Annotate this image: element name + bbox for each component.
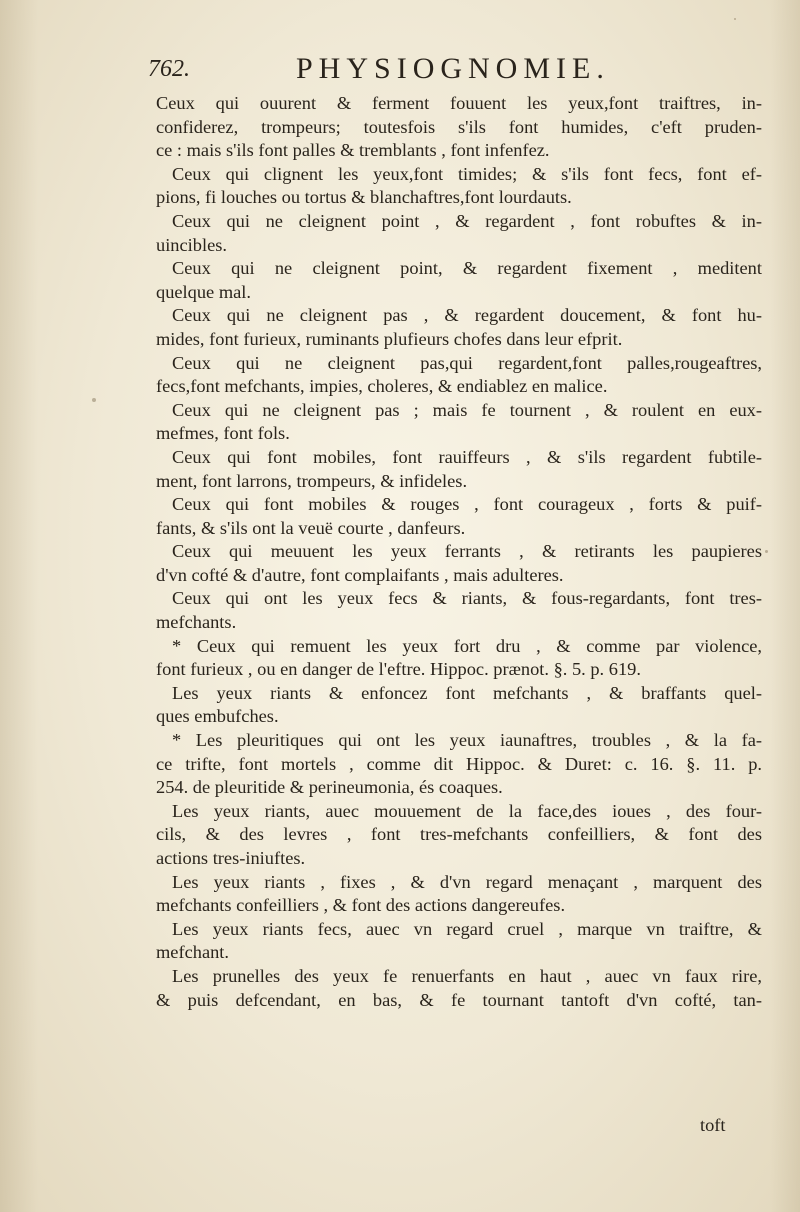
page-left-shadow [0, 0, 38, 1212]
text-line: fecs,font mefchants, impies, choleres, & endiablez en malice. [156, 376, 608, 397]
text-line: Ceux qui ne cleignent pas,qui regardent,font palles,rougeaftres, [172, 352, 762, 373]
text-line: Les yeux riants, auec mouuement de la face,des ioues , des four- [172, 800, 762, 821]
text-line: d'vn cofté & d'autre, font complaifants , mais adulteres. [156, 564, 564, 585]
body-text [156, 92, 762, 1012]
page-number: 762. [148, 56, 190, 82]
text-line: Les prunelles des yeux fe renuerfants en haut , auec vn faux rire, [172, 965, 762, 986]
text-line: ment, font larrons, trompeurs, & infideles. [156, 470, 468, 491]
text-line: * Ceux qui remuent les yeux fort dru , & comme par violence, [172, 635, 762, 656]
text-line: 254. de pleuritide & perineumonia, és coaques. [156, 777, 503, 798]
page-header [148, 52, 668, 92]
ink-speck [92, 398, 96, 402]
text-line: Ceux qui ne cleignent point, & regardent fixement , meditent [172, 258, 762, 279]
text-line: Ceux qui ont les yeux fecs & riants, & fous-regardants, font tres- [172, 588, 762, 609]
text-line: Ceux qui ne cleignent point , & regardent , font robuftes & in- [172, 210, 762, 231]
ink-speck [765, 550, 768, 553]
text-line: Les yeux riants , fixes , & d'vn regard menaçant , marquent des [172, 871, 762, 892]
text-line: Ceux qui font mobiles, font rauiffeurs , & s'ils regardent fubtile- [172, 446, 762, 467]
text-line: Ceux qui ne cleignent pas , & regardent doucement, & font hu- [172, 305, 762, 326]
running-title: PHYSIOGNOMIE. [296, 52, 610, 85]
text-line: Ceux qui clignent les yeux,font timides; & s'ils font fecs, font ef- [172, 163, 762, 184]
text-line: font furieux , ou en danger de l'eftre. Hippoc. prænot. §. 5. p. 619. [156, 659, 641, 680]
page-right-shadow [770, 0, 800, 1212]
text-line: mides, font furieux, ruminants plufieurs chofes dans leur efprit. [156, 328, 623, 349]
text-line: Les yeux riants fecs, auec vn regard cruel , marque vn traiftre, & [172, 918, 762, 939]
text-line: quelque mal. [156, 281, 251, 302]
text-line: Ceux qui meuuent les yeux ferrants , & retirants les paupieres [172, 541, 762, 562]
text-line: cils, & des levres , font tres-mefchants confeilliers, & font des [156, 824, 762, 845]
text-line: ce : mais s'ils font palles & tremblants , font infenfez. [156, 140, 550, 161]
text-line: Ceux qui ne cleignent pas ; mais fe tournent , & roulent en eux- [172, 399, 762, 420]
text-line: * Les pleuritiques qui ont les yeux iaunaftres, troubles , & la fa- [172, 730, 762, 751]
text-line: & puis defcendant, en bas, & fe tournant tantoft d'vn cofté, tan- [156, 989, 762, 1010]
text-line: actions tres-iniuftes. [156, 848, 306, 868]
text-line: ce trifte, font mortels , comme dit Hippoc. & Duret: c. 16. §. 11. p. [156, 753, 762, 774]
text-line: mefchants confeilliers , & font des actions dangereufes. [156, 895, 566, 916]
text-line: fants, & s'ils ont la veuë courte , danfeurs. [156, 517, 466, 538]
text-line: pions, fi louches ou tortus & blanchaftres,font lourdauts. [156, 187, 572, 208]
text-line: mefchants. [156, 612, 237, 633]
text-line: Les yeux riants & enfoncez font mefchants , & braffants quel- [172, 682, 762, 703]
catchword: toft [700, 1115, 726, 1135]
text-line: ques embufches. [156, 706, 279, 727]
text-line: Ceux qui ouurent & ferment fouuent les yeux,font traiftres, in- [156, 93, 762, 113]
ink-speck [734, 18, 736, 20]
text-line: uincibles. [156, 234, 227, 255]
text-line: mefmes, font fols. [156, 423, 290, 444]
text-line: mefchant. [156, 942, 230, 963]
text-line: Ceux qui font mobiles & rouges , font courageux , forts & puif- [172, 494, 762, 515]
text-line: confiderez, trompeurs; toutesfois s'ils font humides, c'eft pruden- [156, 116, 762, 137]
